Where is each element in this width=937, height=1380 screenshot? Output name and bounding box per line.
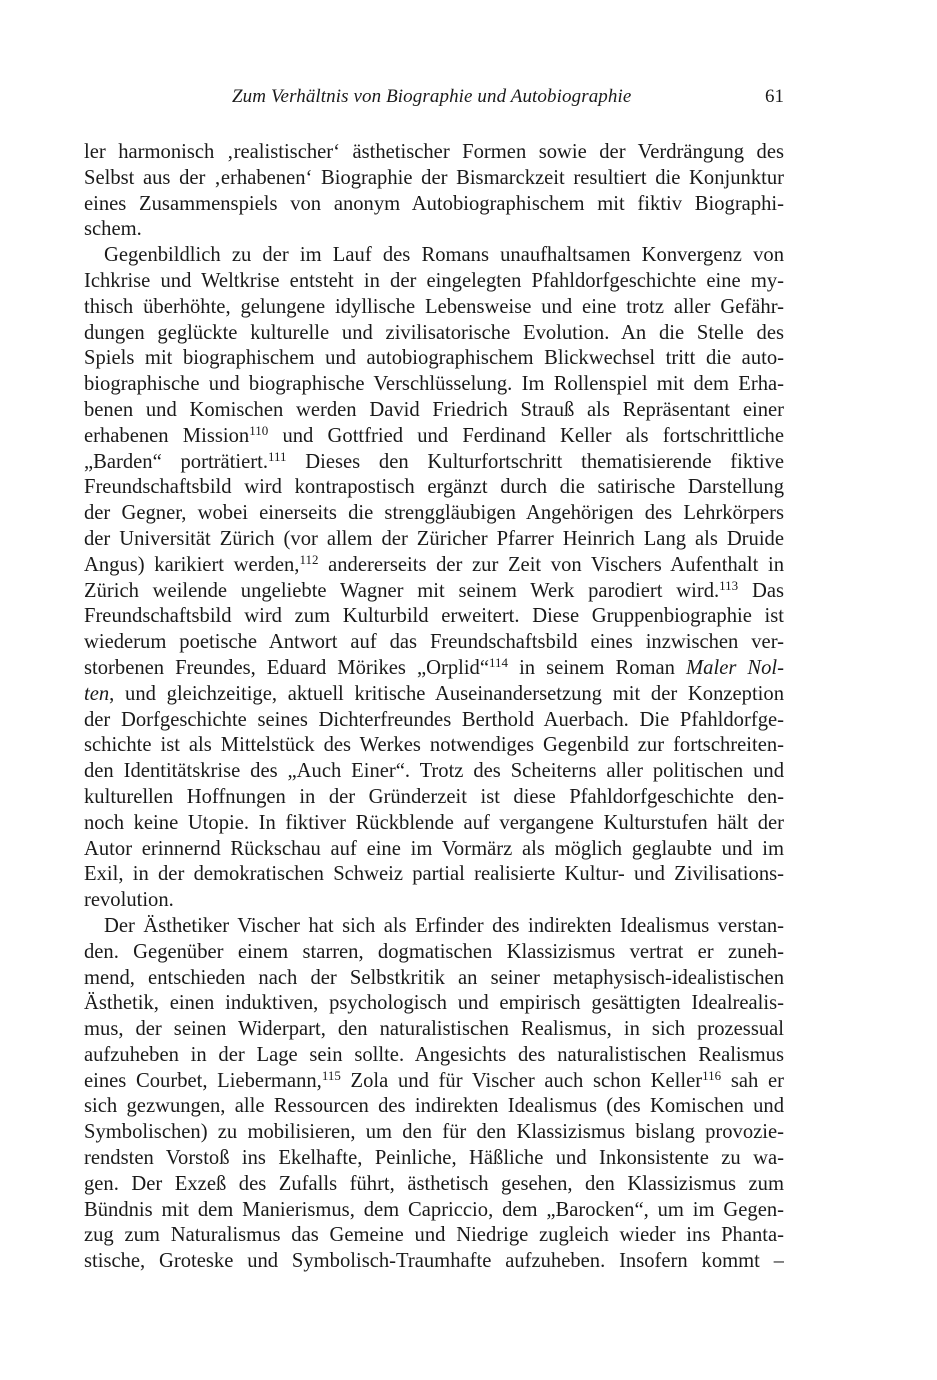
running-header bbox=[84, 86, 784, 116]
line-segment: erhabenen Mission bbox=[84, 424, 250, 447]
text-line: den. Gegenüber einem starren, dogmatischen Klassizismus vertrat er zuneh- bbox=[84, 940, 784, 963]
text-line: benen und Komischen werden David Friedrich Strauß als Repräsentant einer bbox=[84, 398, 784, 421]
text-line bbox=[84, 450, 784, 476]
text-line bbox=[84, 579, 784, 605]
text-line: eines Zusammenspiels von anonym Autobiographischem mit fiktiv Biographi- bbox=[84, 192, 784, 215]
text-line: rendsten Vorstoß ins Ekelhafte, Peinliche, Häßliche und Inkonsistente zu wa- bbox=[84, 1147, 784, 1170]
text-line: noch keine Utopie. In fiktiver Rückblende auf vergangene Kulturstufen hält der bbox=[84, 811, 784, 834]
line-segment: andererseits der zur Zeit von Vischers Aufenthalt in bbox=[318, 553, 784, 576]
text-line bbox=[84, 424, 784, 450]
line-segment: Dieses den Kulturfortschritt thematisierende fiktive bbox=[286, 450, 784, 473]
text-line: mus, der seinen Widerpart, den naturalistischen Realismus, in sich prozessual bbox=[84, 1018, 784, 1041]
text-line: kulturellen Hoffnungen in der Gründerzeit ist diese Pfahldorfgeschichte den- bbox=[84, 785, 784, 808]
text-line: schem. bbox=[84, 218, 142, 241]
footnote-marker: 110 bbox=[249, 423, 269, 438]
footnote-marker: 113 bbox=[719, 578, 739, 593]
line-segment: in seinem Roman bbox=[508, 656, 687, 679]
line-segment: storbenen Freundes, Eduard Mörikes „Orplid“ bbox=[84, 656, 489, 679]
footnote-marker: 112 bbox=[299, 552, 319, 567]
text-line: thisch überhöhte, gelungene idyllische Lebensweise und eine trotz aller Gefähr- bbox=[84, 295, 784, 318]
text-line: Freundschaftsbild wird zum Kulturbild erweitert. Diese Gruppenbiographie ist bbox=[84, 605, 784, 628]
text-line: ler harmonisch ‚realistischer‘ ästhetischer Formen sowie der Verdrängung des bbox=[84, 141, 784, 163]
line-segment: „Barden“ porträtiert. bbox=[84, 450, 268, 473]
text-line: Ästhetik, einen induktiven, psychologisch und empirisch gesättigten Idealrealis- bbox=[84, 992, 784, 1015]
text-line: Der Ästhetiker Vischer hat sich als Erfinder des indirekten Idealismus verstan- bbox=[104, 914, 784, 937]
text-line: Spiels mit biographischem und autobiographischem Blickwechsel tritt die auto- bbox=[84, 347, 784, 370]
text-line bbox=[84, 1069, 784, 1095]
text-line: Exil, in der demokratischen Schweiz partial realisierte Kultur- und Zivilisations- bbox=[84, 863, 784, 886]
text-line bbox=[84, 682, 784, 708]
line-segment: Angus) karikiert werden, bbox=[84, 553, 300, 576]
line-segment: eines Courbet, Liebermann, bbox=[84, 1069, 322, 1092]
text-line: aufzuheben in der Lage sein sollte. Angesichts des naturalistischen Realismus bbox=[84, 1043, 784, 1066]
text-line: Freundschaftsbild wird kontrapostisch ergänzt durch die satirische Darstellung bbox=[84, 476, 784, 499]
text-line: der Gegner, wobei einerseits die strenggläubigen Angehörigen des Lehrkörpers bbox=[84, 502, 784, 525]
line-segment: sah er bbox=[721, 1069, 784, 1092]
text-line: Symbolischen) zu mobilisieren, um den für den Klassizismus bislang provozie- bbox=[84, 1121, 784, 1144]
text-line: der Dorfgeschichte seines Dichterfreundes Berthold Auerbach. Die Pfahldorfge- bbox=[84, 708, 784, 731]
text-line bbox=[84, 656, 784, 682]
footnote-marker: 111 bbox=[267, 449, 287, 464]
text-line: Ichkrise und Weltkrise entsteht in der eingelegten Pfahldorfgeschichte eine my- bbox=[84, 269, 784, 292]
text-line: stische, Groteske und Symbolisch-Traumhafte aufzuheben. Insofern kommt – bbox=[84, 1250, 784, 1273]
text-line: Gegenbildlich zu der im Lauf des Romans unaufhaltsamen Konvergenz von bbox=[104, 244, 784, 267]
text-line bbox=[84, 553, 784, 579]
text-line: revolution. bbox=[84, 889, 174, 912]
text-line: dungen geglückte kulturelle und zivilisatorische Evolution. An die Stelle des bbox=[84, 321, 784, 344]
line-segment: und Gottfried und Ferdinand Keller als fortschrittliche bbox=[268, 424, 784, 447]
text-line: biographische und biographische Verschlüsselung. Im Rollenspiel mit dem Erha- bbox=[84, 373, 784, 396]
page-number: 61 bbox=[765, 86, 784, 107]
text-line: Autor erinnernd Rückschau auf eine im Vormärz als möglich geglaubte und im bbox=[84, 837, 784, 860]
text-line: den Identitätskrise des „Auch Einer“. Trotz des Scheiterns aller politischen und bbox=[84, 760, 784, 783]
body-text bbox=[84, 140, 784, 1275]
line-segment: Zürich weilende ungeliebte Wagner mit seinem Werk parodiert wird. bbox=[84, 579, 720, 602]
text-line: mend, entschieden nach der Selbstkritik an seiner metaphysisch-idealistischen bbox=[84, 966, 784, 989]
text-line: schichte ist als Mittelstück des Werkes notwendiges Gegenbild zur fortschreiten- bbox=[84, 734, 784, 757]
running-title: Zum Verhältnis von Biographie und Autobiographie bbox=[232, 86, 632, 107]
text-line: Selbst aus der ‚erhabenen‘ Biographie der Bismarckzeit resultiert die Konjunktur bbox=[84, 166, 784, 189]
line-segment: , und gleichzeitige, aktuell kritische Auseinandersetzung mit der Konzeption bbox=[109, 682, 784, 705]
text-line: gen. Der Exzeß des Zufalls führt, ästhetisch gesehen, den Klassizismus zum bbox=[84, 1172, 784, 1195]
footnote-marker: 116 bbox=[702, 1068, 722, 1083]
footnote-marker: 115 bbox=[321, 1068, 341, 1083]
book-title: Maler Nol- bbox=[686, 656, 784, 679]
text-line: Bündnis mit dem Manierismus, dem Capriccio, dem „Barocken“, um im Gegen- bbox=[84, 1198, 784, 1221]
text-line: sich gezwungen, alle Ressourcen des indirekten Idealismus (des Komischen und bbox=[84, 1095, 784, 1118]
line-segment: Das bbox=[738, 579, 784, 602]
text-line: der Universität Zürich (vor allem der Züricher Pfarrer Heinrich Lang als Druide bbox=[84, 527, 784, 550]
book-title: ten bbox=[84, 682, 110, 705]
line-segment: Zola und für Vischer auch schon Keller bbox=[340, 1069, 703, 1092]
text-line: wiederum poetische Antwort auf das Freundschaftsbild eines inzwischen ver- bbox=[84, 631, 784, 654]
footnote-marker: 114 bbox=[489, 655, 509, 670]
text-line: zug zum Naturalismus das Gemeine und Niedrige zugleich wieder ins Phanta- bbox=[84, 1224, 784, 1247]
